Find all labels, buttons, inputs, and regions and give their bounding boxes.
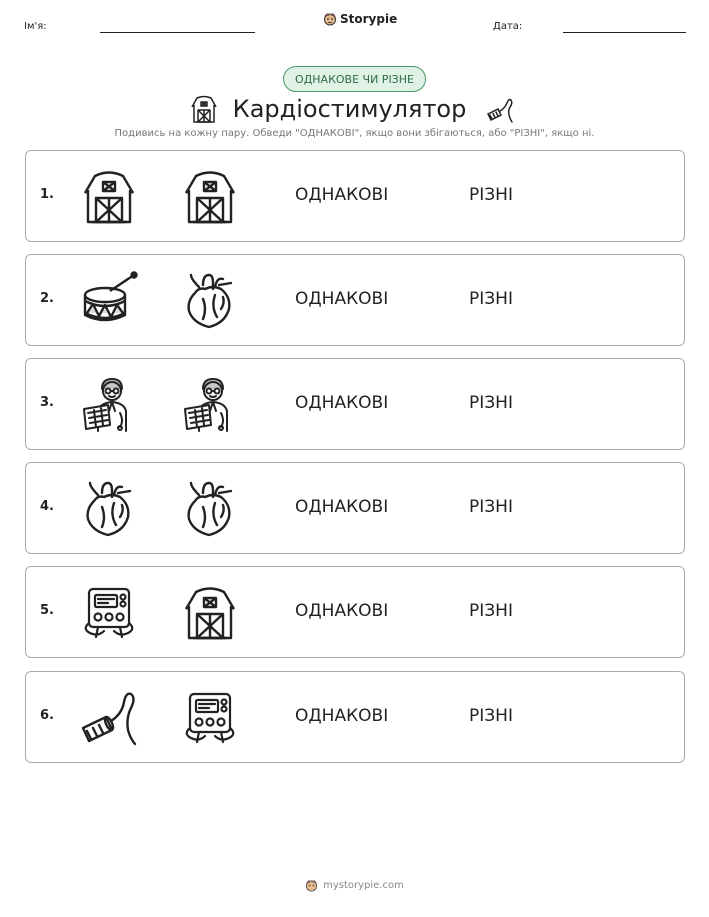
- question-number: 3.: [40, 395, 54, 410]
- doctor-icon: [80, 375, 138, 433]
- same-option[interactable]: ОДНАКОВІ: [295, 289, 389, 309]
- pacemaker-device-icon: [80, 583, 138, 641]
- question-number: 1.: [40, 187, 54, 202]
- drum-icon: [80, 271, 138, 329]
- same-option[interactable]: ОДНАКОВІ: [295, 393, 389, 413]
- title-row: [0, 92, 709, 126]
- question-number: 5.: [40, 603, 54, 618]
- question-row: [25, 462, 685, 554]
- question-row: [25, 566, 685, 658]
- question-number: 2.: [40, 291, 54, 306]
- pacemaker-lead-icon: [480, 94, 520, 124]
- barn-icon: [181, 167, 239, 225]
- storypie-mascot-icon: [305, 879, 318, 892]
- doctor-icon: [181, 375, 239, 433]
- footer-url: mystorypie.com: [323, 880, 404, 891]
- pacemaker-lead-icon: [80, 688, 138, 746]
- same-option[interactable]: ОДНАКОВІ: [295, 706, 389, 726]
- heart-icon: [181, 271, 239, 329]
- name-field[interactable]: [100, 32, 255, 33]
- question-row: [25, 671, 685, 763]
- question-row: [25, 150, 685, 242]
- different-option[interactable]: РІЗНІ: [469, 601, 513, 621]
- footer: [0, 879, 709, 892]
- question-number: 6.: [40, 708, 54, 723]
- date-field[interactable]: [563, 32, 686, 33]
- pacemaker-device-icon: [181, 688, 239, 746]
- heart-icon: [80, 479, 138, 537]
- different-option[interactable]: РІЗНІ: [469, 497, 513, 517]
- instructions: Подивись на кожну пару. Обведи "ОДНАКОВІ", якщо вони збігаються, або "РІЗНІ", якщо ні.: [114, 128, 595, 139]
- name-label: Ім'я:: [24, 21, 47, 32]
- same-option[interactable]: ОДНАКОВІ: [295, 601, 389, 621]
- barn-icon: [181, 583, 239, 641]
- different-option[interactable]: РІЗНІ: [469, 393, 513, 413]
- brand-name: Storypie: [340, 12, 398, 26]
- date-label: Дата:: [493, 21, 523, 32]
- barn-icon: [80, 167, 138, 225]
- barn-icon: [189, 94, 219, 124]
- question-number: 4.: [40, 499, 54, 514]
- different-option[interactable]: РІЗНІ: [469, 706, 513, 726]
- same-option[interactable]: ОДНАКОВІ: [295, 185, 389, 205]
- same-option[interactable]: ОДНАКОВІ: [295, 497, 389, 517]
- page-title: Кардіостимулятор: [232, 95, 467, 123]
- question-row: [25, 254, 685, 346]
- storypie-mascot-icon: [323, 12, 337, 26]
- different-option[interactable]: РІЗНІ: [469, 185, 513, 205]
- question-row: [25, 358, 685, 450]
- different-option[interactable]: РІЗНІ: [469, 289, 513, 309]
- brand-logo: [323, 12, 397, 26]
- worksheet-type-badge: ОДНАКОВЕ ЧИ РІЗНЕ: [283, 66, 426, 92]
- heart-icon: [181, 479, 239, 537]
